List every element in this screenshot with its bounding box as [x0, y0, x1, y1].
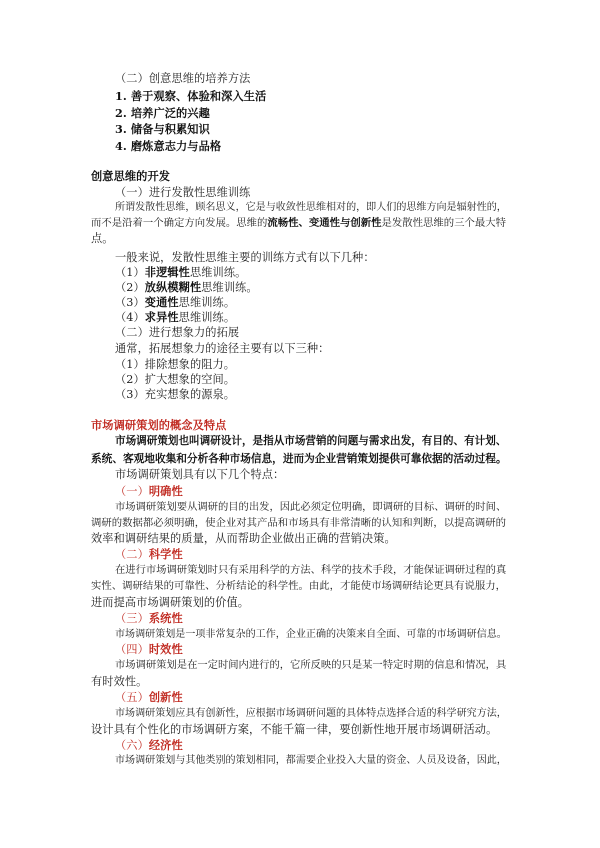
paragraph-line: 实性、调研结果的可靠性、分析结论的科学性。由此，才能使市场调研结论更具有说服力，	[91, 580, 507, 592]
section-heading: （二）创意思维的培养方法	[115, 72, 251, 85]
paragraph-line: 在进行市场调研策划时只有采用科学的方法、科学的技术手段，才能保证调研过程的真	[115, 564, 507, 576]
list-item	[115, 265, 246, 280]
feature-number: （一）	[115, 485, 149, 498]
paragraph-line: 点。	[91, 232, 114, 245]
paragraph-line: 市场调研策划要从调研的目的出发，因此必须定位明确，即调研的目标、调研的时间、	[115, 501, 507, 513]
item-number: （1）	[115, 266, 145, 279]
paragraph-line: 调研的数据都必须明确，使企业对其产品和市场具有非常清晰的认知和判断，以提高调研的	[91, 517, 507, 529]
item-rest: 思维训练。	[178, 296, 236, 309]
feature-name: 科学性	[148, 547, 183, 561]
paragraph-line: 市场调研策划应具有创新性，应根据市场调研问题的具体特点选择合适的科学研究方法，	[115, 708, 507, 719]
paragraph-line: 设计具有个性化的市场调研方案，不能千篇一律，要创新性地开展市场调研活动。	[91, 723, 498, 736]
feature-number: （二）	[115, 548, 149, 561]
list-item: （1）排除想象的阻力。	[115, 358, 236, 371]
paragraph-line: 市场调研策划是一项非常复杂的工作，企业正确的决策来自全面、可靠的市场调研信息。	[115, 629, 507, 640]
item-number: （4）	[115, 311, 145, 324]
feature-name: 经济性	[148, 738, 183, 752]
paragraph-line	[91, 216, 506, 231]
text-run: 是发散性思维的三个最大特	[381, 217, 507, 229]
paragraph-line: 所谓发散性思维，顾名思义，它是与收敛性思维相对的，即人们的思维方向是辐射性的，	[115, 202, 507, 213]
feature-heading	[115, 738, 183, 753]
paragraph-line: 进而提高市场调研策划的价值。	[91, 596, 250, 609]
item-term: 求异性	[144, 310, 179, 324]
paragraph-line: 效率和调研结果的质量，从而帮助企业做出正确的营销决策。	[91, 532, 396, 545]
item-term: 非逻辑性	[144, 265, 190, 279]
list-item	[115, 280, 258, 295]
feature-heading	[115, 690, 183, 705]
list-item: （3）充实想象的源泉。	[115, 388, 236, 401]
feature-heading	[115, 611, 183, 626]
item-rest: 思维训练。	[201, 281, 258, 294]
subsection-heading: （一）进行发散性思维训练	[115, 186, 251, 199]
item-number: （2）	[115, 281, 145, 294]
list-item: 1. 善于观察、体验和深入生活	[115, 89, 267, 103]
feature-name: 时效性	[148, 642, 183, 656]
feature-name: 系统性	[148, 611, 183, 625]
paragraph-line: 市场调研策划是在一定时间内进行的，它所反映的只是某一特定时期的信息和情况，具	[115, 659, 507, 671]
section-title: 创意思维的开发	[91, 169, 171, 183]
section-title: 市场调研策划的概念及特点	[91, 418, 227, 432]
feature-name: 明确性	[148, 484, 183, 498]
feature-number: （六）	[115, 739, 149, 752]
feature-number: （三）	[115, 612, 149, 625]
list-item	[115, 295, 235, 310]
definition-line: 市场调研策划也叫调研设计，是指从市场营销的问题与需求出发，有目的、有计划、	[115, 435, 507, 447]
feature-heading	[115, 547, 183, 562]
feature-number: （五）	[115, 691, 149, 704]
list-item: 4. 磨炼意志力与品格	[115, 139, 222, 153]
feature-heading	[115, 484, 183, 499]
subsection-heading: （二）进行想象力的拓展	[115, 326, 240, 339]
paragraph-line: 通常，拓展想象力的途径主要有以下三种：	[115, 342, 330, 355]
text-run: 而不是沿着一个确定方向发展。思维的	[91, 217, 268, 229]
paragraph-line: 有时效性。	[91, 675, 148, 688]
list-item: 2. 培养广泛的兴趣	[115, 106, 210, 120]
item-term: 放纵模糊性	[144, 280, 202, 294]
paragraph-line: 一般来说，发散性思维主要的训练方式有以下几种：	[115, 251, 375, 264]
feature-name: 创新性	[148, 690, 183, 704]
paragraph-line: 市场调研策划与其他类别的策划相同，都需要企业投入大量的资金、人员及设备，因此，	[115, 755, 507, 766]
feature-heading	[115, 642, 183, 657]
item-rest: 思维训练。	[189, 266, 247, 279]
definition-line: 系统、客观地收集和分析各种市场信息，进而为企业营销策划提供可靠依据的活动过程。	[91, 452, 507, 465]
emphasis-text: 流畅性、变通性与创新性	[267, 217, 382, 229]
item-term: 变通性	[144, 295, 179, 309]
list-item: 3. 储备与积累知识	[115, 122, 210, 136]
list-item: （2）扩大想象的空间。	[115, 373, 236, 386]
paragraph-line: 市场调研策划具有以下几个特点：	[115, 468, 285, 481]
item-rest: 思维训练。	[178, 311, 236, 324]
list-item	[115, 310, 235, 325]
item-number: （3）	[115, 296, 145, 309]
feature-number: （四）	[115, 643, 149, 656]
